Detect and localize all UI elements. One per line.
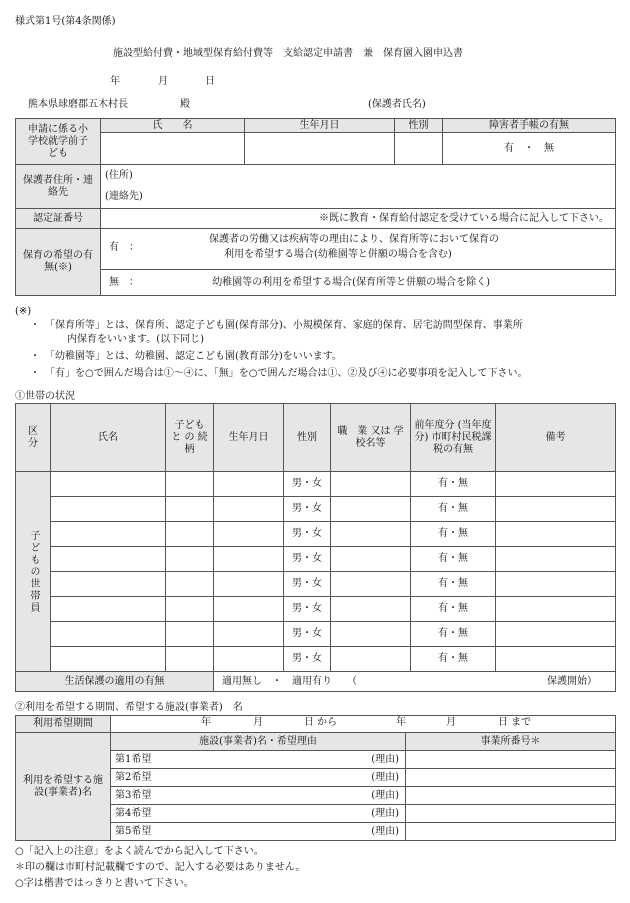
member-birth-field[interactable] xyxy=(214,647,284,672)
office-number-field[interactable] xyxy=(406,751,616,769)
welfare-start: 保護開始） xyxy=(547,675,597,687)
office-number-field[interactable] xyxy=(406,805,616,823)
col-disability: 障害者手帳の有無 xyxy=(443,119,616,133)
col-tax: 前年度分 (当年度分) 市町村民税課 税の有無 xyxy=(411,404,496,472)
member-birth-field[interactable] xyxy=(214,547,284,572)
wish-no-option[interactable] xyxy=(101,270,616,296)
note-1-cont: 内保育をいいます。(以下同じ) xyxy=(67,334,205,345)
facility-section-title: ②利用を希望する期間、希望する施設(事業者) 名 xyxy=(15,702,243,713)
table-row xyxy=(16,622,616,647)
member-relation-field[interactable] xyxy=(166,497,214,522)
period-label: 利用希望期間 xyxy=(16,716,111,733)
member-sex-choice[interactable]: 男・女 xyxy=(284,597,331,622)
footer-line-1: ○「記入上の注意」をよく読んでから記入して下さい。 xyxy=(15,846,264,857)
member-tax-choice[interactable]: 有・無 xyxy=(411,472,496,497)
member-remarks-field[interactable] xyxy=(496,572,616,597)
household-table xyxy=(15,403,616,692)
period-day-2: 日 まで xyxy=(498,717,532,728)
note-3: ・ 「有」を○で囲んだ場合は①～④に、「無」を○で囲んだ場合は①、②及び④に必要事項を記入して下さい。 xyxy=(30,368,528,379)
member-sex-choice[interactable]: 男・女 xyxy=(284,547,331,572)
welfare-options: 適用無し ・ 適用有り （ xyxy=(222,675,357,687)
member-remarks-field[interactable] xyxy=(496,472,616,497)
member-relation-field[interactable] xyxy=(166,522,214,547)
col-birth: 生年月日 xyxy=(214,404,284,472)
member-tax-choice[interactable]: 有・無 xyxy=(411,522,496,547)
member-name-field[interactable] xyxy=(51,572,166,597)
member-tax-choice[interactable]: 有・無 xyxy=(411,547,496,572)
member-birth-field[interactable] xyxy=(214,572,284,597)
member-relation-field[interactable] xyxy=(166,597,214,622)
wish-yes-option[interactable] xyxy=(101,229,616,270)
child-birth-field[interactable] xyxy=(245,133,395,165)
member-sex-choice[interactable]: 男・女 xyxy=(284,572,331,597)
col-office-number: 事業所番号＊ xyxy=(406,733,616,751)
form-number: 様式第1号(第4条関係) xyxy=(15,16,116,27)
table-row xyxy=(16,497,616,522)
address-field[interactable]: (住所) xyxy=(101,165,616,187)
member-relation-field[interactable] xyxy=(166,472,214,497)
household-section-title: ①世帯の状況 xyxy=(15,391,75,402)
member-sex-choice[interactable]: 男・女 xyxy=(284,522,331,547)
member-remarks-field[interactable] xyxy=(496,622,616,647)
member-remarks-field[interactable] xyxy=(496,547,616,572)
member-remarks-field[interactable] xyxy=(496,647,616,672)
notes-mark: (※) xyxy=(15,306,32,317)
member-remarks-field[interactable] xyxy=(496,522,616,547)
date-day-label: 日 xyxy=(205,76,215,87)
col-category: 区分 xyxy=(16,404,51,472)
period-month-1: 月 xyxy=(253,717,263,728)
member-sex-choice[interactable]: 男・女 xyxy=(284,497,331,522)
cert-note[interactable]: ※既に教育・保育給付認定を受けている場合に記入して下さい。 xyxy=(101,209,616,229)
member-name-field[interactable] xyxy=(51,622,166,647)
col-name: 氏名 xyxy=(51,404,166,472)
table-row xyxy=(16,572,616,597)
choice-4-field[interactable]: 第4希望 (理由) xyxy=(111,805,406,823)
member-sex-choice[interactable]: 男・女 xyxy=(284,622,331,647)
member-relation-field[interactable] xyxy=(166,622,214,647)
member-birth-field[interactable] xyxy=(214,522,284,547)
member-birth-field[interactable] xyxy=(214,597,284,622)
office-number-field[interactable] xyxy=(406,787,616,805)
table-row xyxy=(16,647,616,672)
choice-1-field[interactable]: 第1希望 (理由) xyxy=(111,751,406,769)
choice-2-field[interactable]: 第2希望 (理由) xyxy=(111,769,406,787)
period-field[interactable] xyxy=(111,716,616,733)
member-remarks-field[interactable] xyxy=(496,597,616,622)
member-occupation-field[interactable] xyxy=(331,622,411,647)
col-child-sex: 性別 xyxy=(395,119,443,133)
member-name-field[interactable] xyxy=(51,647,166,672)
member-name-field[interactable] xyxy=(51,597,166,622)
applicant-table xyxy=(15,118,616,296)
group-label: 子どもの世帯員 xyxy=(16,472,51,672)
choice-5-field[interactable]: 第5希望 (理由) xyxy=(111,823,406,841)
welfare-choice[interactable] xyxy=(214,672,616,692)
member-occupation-field[interactable] xyxy=(331,547,411,572)
contact-field[interactable]: (連絡先) xyxy=(101,187,616,209)
member-sex-choice[interactable]: 男・女 xyxy=(284,472,331,497)
child-name-field[interactable] xyxy=(101,133,245,165)
office-number-field[interactable] xyxy=(406,823,616,841)
note-1: ・ 「保育所等」とは、保育所、認定子ども園(保育部分)、小規模保育、家庭的保育、居宅訪問型保育、事業所 xyxy=(30,320,523,331)
footer-line-3: ○字は楷書ではっきりと書いて下さい。 xyxy=(15,878,194,889)
wish-no-text: 幼稚園等の利用を希望する場合(保育所等と併願の場合を除く) xyxy=(212,276,490,288)
member-birth-field[interactable] xyxy=(214,622,284,647)
member-name-field[interactable] xyxy=(51,547,166,572)
guardian-label: 保護者住所・連絡先 xyxy=(16,165,101,209)
member-occupation-field[interactable] xyxy=(331,497,411,522)
col-occupation: 職 業 又は 学校名等 xyxy=(331,404,411,472)
form-title: 施設型給付費・地域型保育給付費等 支給認定申請書 兼 保育園入園申込書 xyxy=(113,48,463,59)
member-occupation-field[interactable] xyxy=(331,572,411,597)
footer-line-2: ＊印の欄は市町村記載欄ですので、記入する必要はありません。 xyxy=(15,862,306,873)
honorific: 殿 xyxy=(180,99,190,110)
col-facility: 施設(事業者)名・希望理由 xyxy=(111,733,406,751)
facility-label: 利用を希望する施設(事業者)名 xyxy=(16,733,111,841)
member-tax-choice[interactable]: 有・無 xyxy=(411,597,496,622)
child-sex-field[interactable] xyxy=(395,133,443,165)
member-occupation-field[interactable] xyxy=(331,647,411,672)
choice-3-field[interactable]: 第3希望 (理由) xyxy=(111,787,406,805)
member-sex-choice[interactable]: 男・女 xyxy=(284,647,331,672)
date-month-label: 月 xyxy=(158,76,168,87)
period-year-2: 年 xyxy=(396,717,406,728)
date-year-label: 年 xyxy=(110,76,120,87)
member-birth-field[interactable] xyxy=(214,472,284,497)
member-tax-choice[interactable]: 有・無 xyxy=(411,497,496,522)
member-occupation-field[interactable] xyxy=(331,522,411,547)
member-relation-field[interactable] xyxy=(166,547,214,572)
member-occupation-field[interactable] xyxy=(331,597,411,622)
facility-table xyxy=(15,715,616,841)
member-tax-choice[interactable]: 有・無 xyxy=(411,572,496,597)
col-remarks: 備考 xyxy=(496,404,616,472)
welfare-label: 生活保護の適用の有無 xyxy=(16,672,214,692)
col-child-name: 氏 名 xyxy=(101,119,245,133)
office-number-field[interactable] xyxy=(406,769,616,787)
wish-yes-label: 有 ： xyxy=(109,242,139,253)
table-row xyxy=(16,547,616,572)
period-day-1: 日 から xyxy=(304,717,338,728)
wish-no-label: 無 ： xyxy=(109,276,139,288)
member-relation-field[interactable] xyxy=(166,647,214,672)
col-relation: 子ども と の 続柄 xyxy=(166,404,214,472)
wish-label: 保育の希望の有無(※) xyxy=(16,229,101,296)
member-tax-choice[interactable]: 有・無 xyxy=(411,622,496,647)
member-name-field[interactable] xyxy=(51,472,166,497)
table-row xyxy=(16,597,616,622)
wish-yes-text-2: 利用を希望する場合(幼稚園等と併願の場合を含む) xyxy=(224,249,452,260)
member-relation-field[interactable] xyxy=(166,572,214,597)
member-tax-choice[interactable]: 有・無 xyxy=(411,647,496,672)
guardian-name-label: (保護者氏名) xyxy=(368,99,426,110)
cert-label: 認定証番号 xyxy=(16,209,101,229)
member-remarks-field[interactable] xyxy=(496,497,616,522)
period-month-2: 月 xyxy=(446,717,456,728)
table-row xyxy=(16,472,616,497)
member-name-field[interactable] xyxy=(51,522,166,547)
child-label: 申請に係る小学校就学前子ども xyxy=(16,119,101,165)
table-row xyxy=(16,522,616,547)
member-occupation-field[interactable] xyxy=(331,472,411,497)
period-year-1: 年 xyxy=(201,717,211,728)
col-sex: 性別 xyxy=(284,404,331,472)
member-birth-field[interactable] xyxy=(214,497,284,522)
disability-choice[interactable]: 有 ・ 無 xyxy=(443,133,616,165)
addressee: 熊本県球磨郡五木村長 xyxy=(28,99,128,110)
wish-yes-text-1: 保護者の労働又は疾病等の理由により、保育所等において保育の xyxy=(209,234,499,245)
note-2: ・ 「幼稚園等」とは、幼稚園、認定こども園(教育部分)をいいます。 xyxy=(30,351,343,362)
col-child-birth: 生年月日 xyxy=(245,119,395,133)
member-name-field[interactable] xyxy=(51,497,166,522)
